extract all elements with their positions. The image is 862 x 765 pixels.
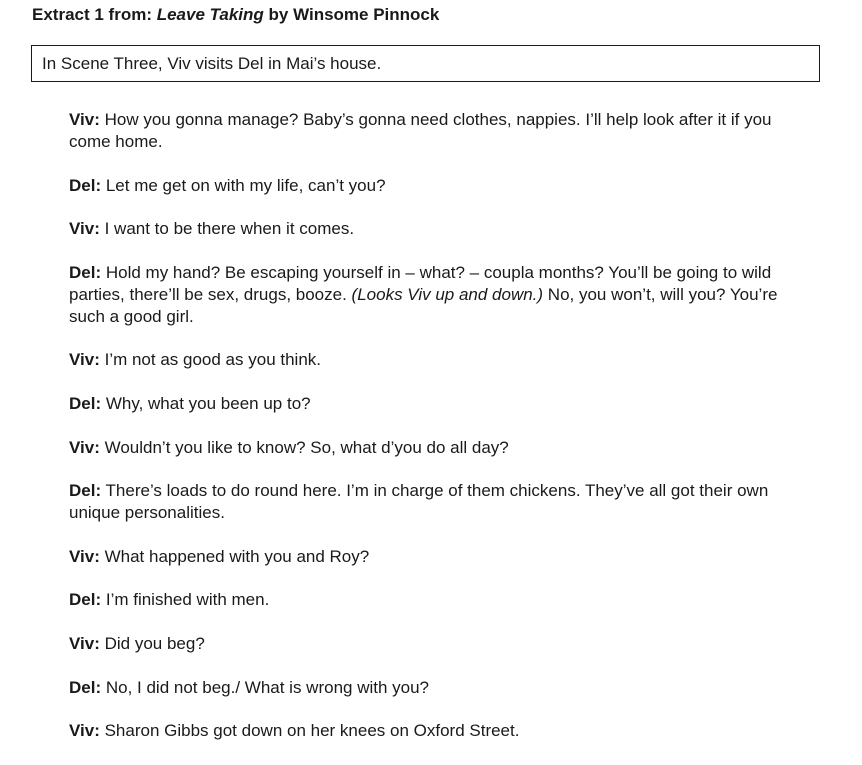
dialogue-line xyxy=(69,480,784,524)
dialogue-line xyxy=(69,589,784,611)
dialogue-line xyxy=(69,349,784,371)
line-text: I’m finished with men. xyxy=(101,590,270,610)
play-title: Leave Taking xyxy=(156,5,264,24)
line-text: Did you beg? xyxy=(99,633,205,653)
stage-direction: (Looks Viv up and down.) xyxy=(351,284,544,304)
dialogue-line xyxy=(69,546,784,568)
scene-context-box: In Scene Three, Viv visits Del in Mai’s house. xyxy=(31,45,820,82)
dialogue-line xyxy=(69,175,784,197)
speaker-name: Del: xyxy=(69,677,102,697)
extract-heading xyxy=(32,5,439,25)
line-text: I want to be there when it comes. xyxy=(99,219,355,239)
dialogue-line xyxy=(69,677,784,699)
line-text: I’m not as good as you think. xyxy=(99,350,321,370)
speaker-name: Viv: xyxy=(69,721,100,741)
dialogue-line xyxy=(69,262,784,328)
line-text: Sharon Gibbs got down on her knees on Oxford Street. xyxy=(99,721,520,741)
line-text: What happened with you and Roy? xyxy=(99,546,370,566)
line-text: Let me get on with my life, can’t you? xyxy=(101,175,386,195)
line-text: There’s loads to do round here. I’m in charge of them chickens. They’ve all got their own unique personalities. xyxy=(69,481,769,523)
line-text: Hold my hand? Be escaping yourself in – what? – coupla months? You’ll be going to wild parties, there’ll be sex, drugs, booze. xyxy=(69,262,772,304)
speaker-name: Viv: xyxy=(69,350,100,370)
line-text: Why, what you been up to? xyxy=(101,393,311,413)
speaker-name: Del: xyxy=(69,590,102,610)
line-text: No, I did not beg./ What is wrong with you? xyxy=(101,677,430,697)
line-text-continued: No, you won’t, will you? You’re such a good girl. xyxy=(69,284,778,326)
dialogue-line xyxy=(69,109,784,153)
dialogue-extract xyxy=(69,109,784,764)
dialogue-line xyxy=(69,437,784,459)
speaker-name: Viv: xyxy=(69,546,100,566)
speaker-name: Del: xyxy=(69,481,102,501)
dialogue-line xyxy=(69,218,784,240)
speaker-name: Viv: xyxy=(69,633,100,653)
speaker-name: Del: xyxy=(69,175,102,195)
speaker-name: Del: xyxy=(69,262,102,282)
dialogue-line xyxy=(69,393,784,415)
speaker-name: Viv: xyxy=(69,110,100,129)
line-text: Wouldn’t you like to know? So, what d’you do all day? xyxy=(99,437,509,457)
heading-prefix: Extract 1 from: xyxy=(32,5,157,24)
dialogue-line xyxy=(69,720,784,742)
speaker-name: Viv: xyxy=(69,437,100,457)
dialogue-line xyxy=(69,633,784,655)
speaker-name: Del: xyxy=(69,393,102,413)
line-text: How you gonna manage? Baby’s gonna need clothes, nappies. I’ll help look after it if you come home. xyxy=(69,110,772,151)
heading-author: by Winsome Pinnock xyxy=(263,5,440,24)
speaker-name: Viv: xyxy=(69,219,100,239)
